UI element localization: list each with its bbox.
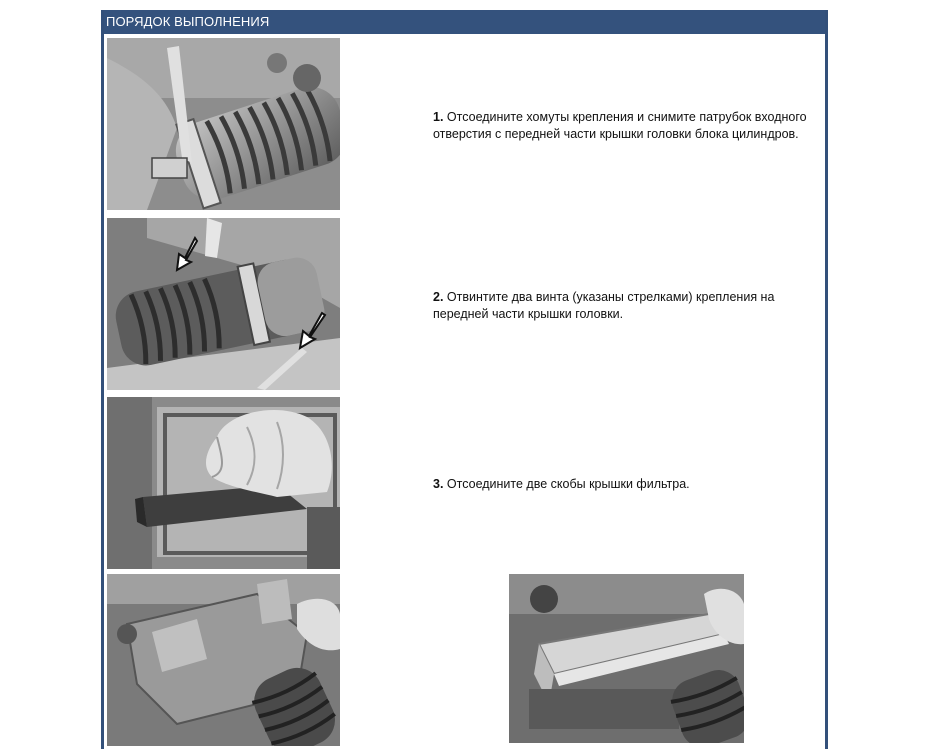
step-3-number: 3. <box>433 477 444 491</box>
step-3-text <box>433 476 823 493</box>
step-1-description: Отсоедините хомуты крепления и снимите патрубок входного отверстия с передней части крышки головки блока цилиндров. <box>433 110 807 141</box>
step-3-photo <box>107 397 340 569</box>
step-3-description: Отсоедините две скобы крышки фильтра. <box>446 477 690 491</box>
step-2-number: 2. <box>433 290 444 304</box>
instructions-panel <box>101 10 828 749</box>
step-1-number: 1. <box>433 110 444 124</box>
step-4-photo-right <box>509 574 744 743</box>
section-title: ПОРЯДОК ВЫПОЛНЕНИЯ <box>104 10 825 34</box>
step-2-description: Отвинтите два винта (указаны стрелками) крепления на передней части крышки головки. <box>433 290 775 321</box>
step-1-photo <box>107 38 340 210</box>
step-4-photo-left <box>107 574 340 746</box>
step-2-photo <box>107 218 340 390</box>
step-2-text <box>433 289 823 323</box>
step-1-text <box>433 109 823 143</box>
